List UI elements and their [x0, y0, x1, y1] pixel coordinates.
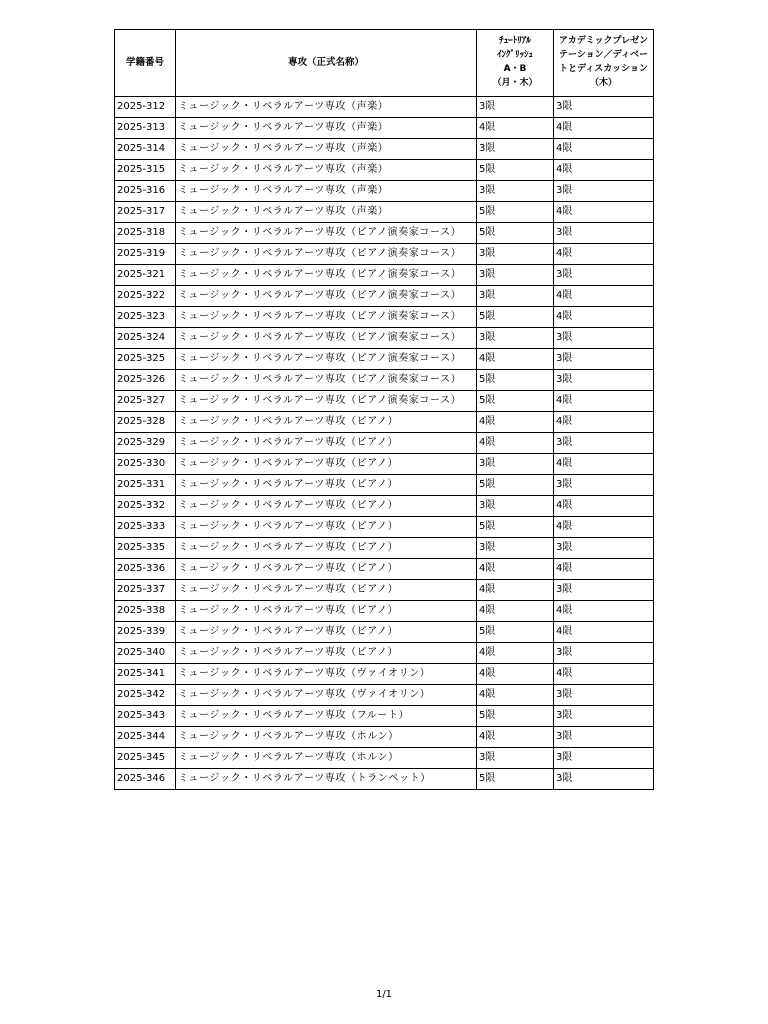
- cell-academic-period: 4限: [554, 559, 654, 580]
- cell-major: ミュージック・リベラルアーツ専攻（ピアノ）: [176, 433, 477, 454]
- cell-academic-period: 3限: [554, 433, 654, 454]
- cell-student-id: 2025-312: [115, 97, 176, 118]
- cell-major: ミュージック・リベラルアーツ専攻（ピアノ）: [176, 622, 477, 643]
- cell-student-id: 2025-327: [115, 391, 176, 412]
- header-tutorial-english: [477, 30, 554, 97]
- cell-major: ミュージック・リベラルアーツ専攻（ピアノ演奏家コース）: [176, 307, 477, 328]
- cell-major: ミュージック・リベラルアーツ専攻（ピアノ演奏家コース）: [176, 265, 477, 286]
- cell-tutorial-period: 3限: [477, 496, 554, 517]
- cell-major: ミュージック・リベラルアーツ専攻（声楽）: [176, 118, 477, 139]
- table-row: [115, 118, 654, 139]
- cell-major: ミュージック・リベラルアーツ専攻（ピアノ）: [176, 559, 477, 580]
- cell-academic-period: 3限: [554, 328, 654, 349]
- table-row: [115, 370, 654, 391]
- cell-major: ミュージック・リベラルアーツ専攻（ピアノ）: [176, 580, 477, 601]
- cell-academic-period: 3限: [554, 643, 654, 664]
- header-student-id: 学籍番号: [115, 30, 176, 97]
- cell-tutorial-period: 3限: [477, 181, 554, 202]
- cell-student-id: 2025-336: [115, 559, 176, 580]
- cell-academic-period: 3限: [554, 181, 654, 202]
- table-row: [115, 727, 654, 748]
- cell-academic-period: 4限: [554, 307, 654, 328]
- cell-tutorial-period: 4限: [477, 685, 554, 706]
- table-row: [115, 475, 654, 496]
- header-academic-line: （木）: [589, 77, 617, 88]
- cell-student-id: 2025-321: [115, 265, 176, 286]
- cell-tutorial-period: 4限: [477, 601, 554, 622]
- table-row: [115, 454, 654, 475]
- table-row: [115, 391, 654, 412]
- cell-major: ミュージック・リベラルアーツ専攻（声楽）: [176, 181, 477, 202]
- table-row: [115, 202, 654, 223]
- table-body: [115, 97, 654, 790]
- cell-student-id: 2025-325: [115, 349, 176, 370]
- table-row: [115, 517, 654, 538]
- cell-tutorial-period: 5限: [477, 517, 554, 538]
- cell-major: ミュージック・リベラルアーツ専攻（ピアノ演奏家コース）: [176, 286, 477, 307]
- cell-academic-period: 3限: [554, 265, 654, 286]
- cell-tutorial-period: 5限: [477, 160, 554, 181]
- cell-major: ミュージック・リベラルアーツ専攻（ピアノ）: [176, 538, 477, 559]
- cell-academic-period: 3限: [554, 223, 654, 244]
- table-row: [115, 286, 654, 307]
- cell-academic-period: 4限: [554, 412, 654, 433]
- cell-tutorial-period: 3限: [477, 244, 554, 265]
- cell-student-id: 2025-342: [115, 685, 176, 706]
- header-major: 専攻（正式名称）: [176, 30, 477, 97]
- cell-student-id: 2025-333: [115, 517, 176, 538]
- cell-academic-period: 3限: [554, 349, 654, 370]
- header-tutorial-line: A・B: [503, 64, 527, 74]
- cell-academic-period: 3限: [554, 475, 654, 496]
- table-row: [115, 664, 654, 685]
- cell-student-id: 2025-340: [115, 643, 176, 664]
- cell-tutorial-period: 4限: [477, 118, 554, 139]
- table-row: [115, 643, 654, 664]
- cell-academic-period: 3限: [554, 748, 654, 769]
- table-row: [115, 328, 654, 349]
- cell-tutorial-period: 5限: [477, 370, 554, 391]
- cell-academic-period: 4限: [554, 601, 654, 622]
- header-tutorial-line: ｲﾝｸﾞﾘｯｼｭ: [496, 50, 533, 61]
- table-row: [115, 160, 654, 181]
- cell-academic-period: 4限: [554, 139, 654, 160]
- cell-major: ミュージック・リベラルアーツ専攻（ピアノ演奏家コース）: [176, 349, 477, 370]
- cell-academic-period: 4限: [554, 622, 654, 643]
- cell-tutorial-period: 5限: [477, 622, 554, 643]
- cell-student-id: 2025-317: [115, 202, 176, 223]
- cell-student-id: 2025-343: [115, 706, 176, 727]
- header-row: [115, 30, 654, 97]
- cell-student-id: 2025-323: [115, 307, 176, 328]
- header-academic-line: アカデミックプレゼン: [558, 36, 649, 47]
- header-tutorial-line: （月・木）: [492, 77, 538, 88]
- cell-student-id: 2025-314: [115, 139, 176, 160]
- cell-academic-period: 4限: [554, 202, 654, 223]
- table-row: [115, 685, 654, 706]
- cell-academic-period: 3限: [554, 685, 654, 706]
- cell-major: ミュージック・リベラルアーツ専攻（ピアノ）: [176, 643, 477, 664]
- table-row: [115, 601, 654, 622]
- cell-major: ミュージック・リベラルアーツ専攻（ピアノ）: [176, 601, 477, 622]
- cell-major: ミュージック・リベラルアーツ専攻（ヴァイオリン）: [176, 664, 477, 685]
- cell-major: ミュージック・リベラルアーツ専攻（ピアノ演奏家コース）: [176, 244, 477, 265]
- cell-major: ミュージック・リベラルアーツ専攻（フルート）: [176, 706, 477, 727]
- table-row: [115, 433, 654, 454]
- cell-student-id: 2025-338: [115, 601, 176, 622]
- header-academic-line: トとディスカッション: [558, 64, 648, 74]
- cell-tutorial-period: 3限: [477, 286, 554, 307]
- table-row: [115, 307, 654, 328]
- cell-major: ミュージック・リベラルアーツ専攻（ピアノ演奏家コース）: [176, 370, 477, 391]
- cell-major: ミュージック・リベラルアーツ専攻（声楽）: [176, 202, 477, 223]
- cell-student-id: 2025-328: [115, 412, 176, 433]
- header-academic-presentation: [554, 30, 654, 97]
- cell-major: ミュージック・リベラルアーツ専攻（ピアノ）: [176, 412, 477, 433]
- table-row: [115, 559, 654, 580]
- cell-student-id: 2025-341: [115, 664, 176, 685]
- cell-student-id: 2025-313: [115, 118, 176, 139]
- cell-student-id: 2025-326: [115, 370, 176, 391]
- cell-major: ミュージック・リベラルアーツ専攻（声楽）: [176, 97, 477, 118]
- table-row: [115, 496, 654, 517]
- cell-academic-period: 4限: [554, 118, 654, 139]
- cell-student-id: 2025-329: [115, 433, 176, 454]
- cell-tutorial-period: 3限: [477, 97, 554, 118]
- cell-student-id: 2025-344: [115, 727, 176, 748]
- table-row: [115, 139, 654, 160]
- cell-student-id: 2025-332: [115, 496, 176, 517]
- cell-academic-period: 3限: [554, 706, 654, 727]
- cell-student-id: 2025-335: [115, 538, 176, 559]
- cell-tutorial-period: 5限: [477, 769, 554, 790]
- cell-academic-period: 3限: [554, 370, 654, 391]
- cell-tutorial-period: 4限: [477, 727, 554, 748]
- cell-tutorial-period: 5限: [477, 223, 554, 244]
- cell-tutorial-period: 5限: [477, 307, 554, 328]
- cell-academic-period: 4限: [554, 160, 654, 181]
- table-row: [115, 748, 654, 769]
- table-row: [115, 181, 654, 202]
- cell-tutorial-period: 4限: [477, 643, 554, 664]
- cell-academic-period: 3限: [554, 538, 654, 559]
- cell-academic-period: 4限: [554, 244, 654, 265]
- cell-tutorial-period: 4限: [477, 664, 554, 685]
- cell-tutorial-period: 4限: [477, 412, 554, 433]
- cell-tutorial-period: 5限: [477, 391, 554, 412]
- cell-student-id: 2025-345: [115, 748, 176, 769]
- cell-major: ミュージック・リベラルアーツ専攻（ホルン）: [176, 748, 477, 769]
- cell-academic-period: 4限: [554, 391, 654, 412]
- cell-tutorial-period: 3限: [477, 538, 554, 559]
- cell-student-id: 2025-330: [115, 454, 176, 475]
- cell-major: ミュージック・リベラルアーツ専攻（トランペット）: [176, 769, 477, 790]
- cell-tutorial-period: 3限: [477, 748, 554, 769]
- cell-tutorial-period: 4限: [477, 433, 554, 454]
- cell-student-id: 2025-322: [115, 286, 176, 307]
- cell-major: ミュージック・リベラルアーツ専攻（ピアノ）: [176, 517, 477, 538]
- cell-tutorial-period: 4限: [477, 349, 554, 370]
- cell-tutorial-period: 5限: [477, 706, 554, 727]
- cell-major: ミュージック・リベラルアーツ専攻（ピアノ）: [176, 475, 477, 496]
- cell-student-id: 2025-337: [115, 580, 176, 601]
- cell-academic-period: 3限: [554, 769, 654, 790]
- table-row: [115, 244, 654, 265]
- table-row: [115, 223, 654, 244]
- table-row: [115, 265, 654, 286]
- cell-tutorial-period: 3限: [477, 139, 554, 160]
- cell-student-id: 2025-318: [115, 223, 176, 244]
- cell-major: ミュージック・リベラルアーツ専攻（ピアノ演奏家コース）: [176, 391, 477, 412]
- cell-major: ミュージック・リベラルアーツ専攻（声楽）: [176, 160, 477, 181]
- cell-tutorial-period: 3限: [477, 265, 554, 286]
- cell-major: ミュージック・リベラルアーツ専攻（ピアノ）: [176, 454, 477, 475]
- table-row: [115, 538, 654, 559]
- table-row: [115, 97, 654, 118]
- cell-major: ミュージック・リベラルアーツ専攻（ホルン）: [176, 727, 477, 748]
- cell-academic-period: 3限: [554, 580, 654, 601]
- cell-tutorial-period: 4限: [477, 580, 554, 601]
- cell-major: ミュージック・リベラルアーツ専攻（ピアノ演奏家コース）: [176, 328, 477, 349]
- table-row: [115, 580, 654, 601]
- header-tutorial-line: ﾁｭｰﾄﾘｱﾙ: [499, 36, 531, 47]
- cell-academic-period: 4限: [554, 664, 654, 685]
- schedule-table: [114, 29, 654, 790]
- cell-tutorial-period: 4限: [477, 559, 554, 580]
- cell-academic-period: 4限: [554, 517, 654, 538]
- cell-tutorial-period: 5限: [477, 475, 554, 496]
- page-number: 1/1: [375, 989, 393, 1000]
- cell-major: ミュージック・リベラルアーツ専攻（ヴァイオリン）: [176, 685, 477, 706]
- header-academic-line: テーション／ディベー: [559, 50, 648, 61]
- cell-tutorial-period: 3限: [477, 328, 554, 349]
- cell-student-id: 2025-339: [115, 622, 176, 643]
- cell-major: ミュージック・リベラルアーツ専攻（ピアノ）: [176, 496, 477, 517]
- cell-student-id: 2025-319: [115, 244, 176, 265]
- cell-student-id: 2025-331: [115, 475, 176, 496]
- cell-student-id: 2025-346: [115, 769, 176, 790]
- cell-student-id: 2025-316: [115, 181, 176, 202]
- cell-student-id: 2025-324: [115, 328, 176, 349]
- cell-major: ミュージック・リベラルアーツ専攻（声楽）: [176, 139, 477, 160]
- cell-academic-period: 4限: [554, 496, 654, 517]
- table-row: [115, 349, 654, 370]
- cell-academic-period: 4限: [554, 454, 654, 475]
- cell-student-id: 2025-315: [115, 160, 176, 181]
- cell-major: ミュージック・リベラルアーツ専攻（ピアノ演奏家コース）: [176, 223, 477, 244]
- table-row: [115, 706, 654, 727]
- table-row: [115, 769, 654, 790]
- table-row: [115, 412, 654, 433]
- cell-academic-period: 4限: [554, 286, 654, 307]
- cell-tutorial-period: 5限: [477, 202, 554, 223]
- cell-academic-period: 3限: [554, 97, 654, 118]
- cell-academic-period: 3限: [554, 727, 654, 748]
- table-row: [115, 622, 654, 643]
- cell-tutorial-period: 3限: [477, 454, 554, 475]
